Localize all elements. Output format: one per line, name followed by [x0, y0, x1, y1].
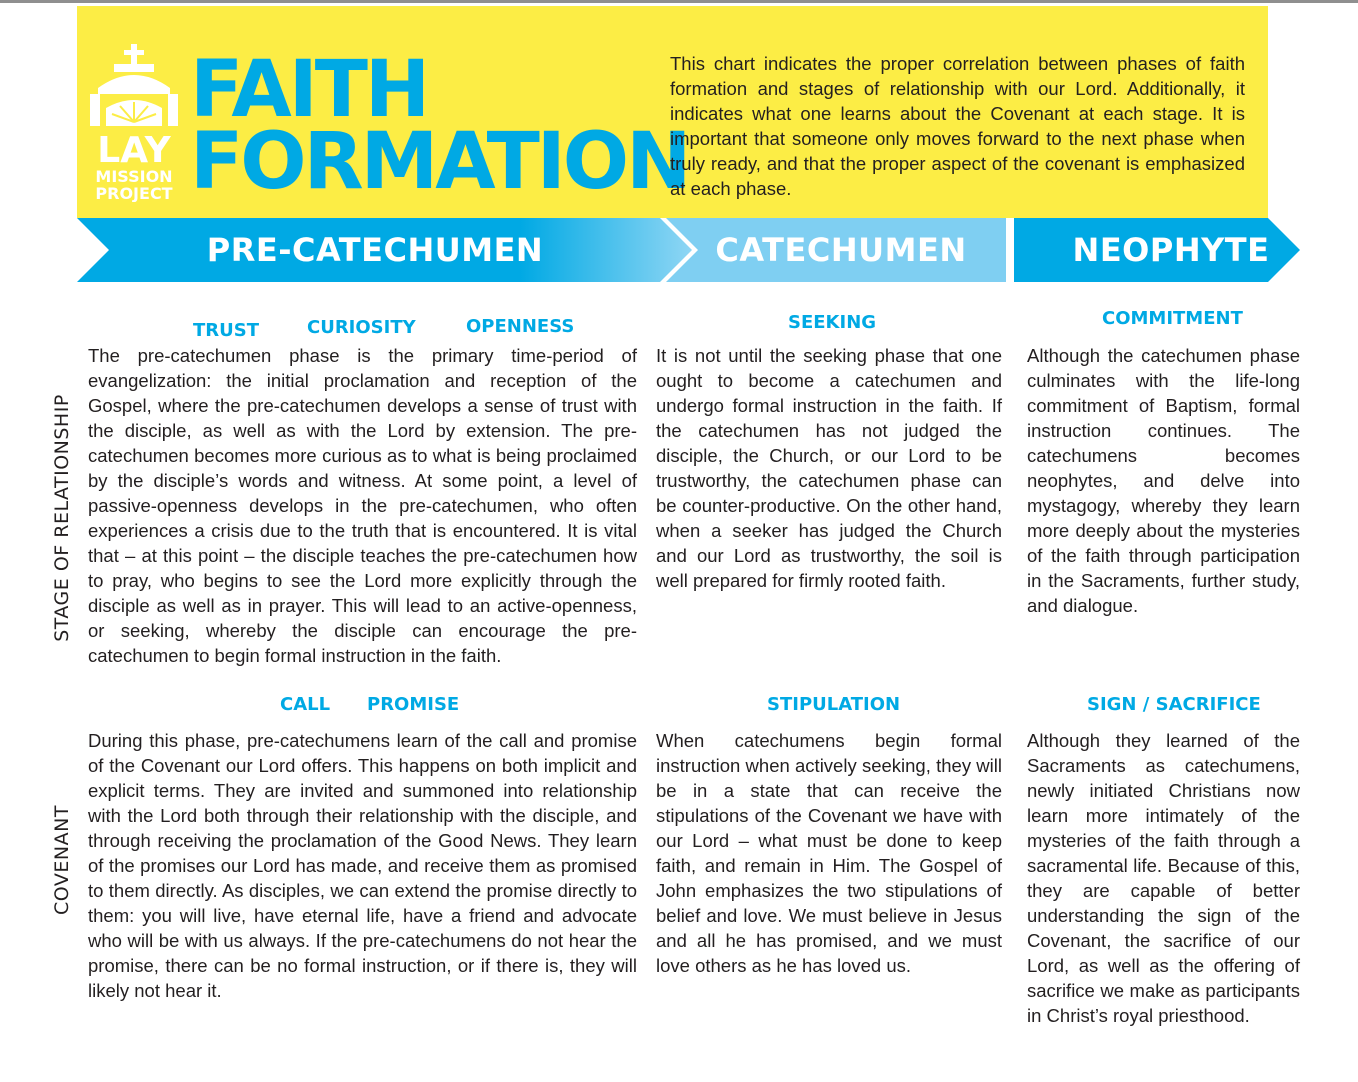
keyword-promise: PROMISE: [367, 694, 460, 715]
covenant-catechumen-text: When catechumens begin formal instruction when actively seeking, they will be in a state that can receive the stipulations of the Covenant we have with our Lord – what must be done to keep faith, and remain in Him. The Gospel of John emphasizes the two stipulations of belief and love. We must believe in Jesus and all he has promised, and we must love others as he has loved us.: [656, 730, 1002, 976]
logo-line2: PROJECT: [95, 184, 173, 202]
stage-of-relationship-label: STAGE OF RELATIONSHIP: [51, 394, 73, 642]
relationship-catechumen-text: It is not until the seeking phase that one ought to become a catechumen and undergo formal instruction in the faith. If the catechumen has not judged the disciple, the Church, or our Lord to be trustworthy, the catechumen phase can be counter-productive. On the other hand, when a seeker has judged the Church and our Lord as trustworthy, the soil is well prepared for firmly rooted faith.: [656, 345, 1002, 591]
top-rule: [0, 0, 1358, 3]
logo-line1: MISSION: [95, 167, 173, 186]
keyword-openness: OPENNESS: [466, 316, 575, 337]
covenant-label: COVENANT: [51, 805, 73, 915]
page-title: [190, 45, 689, 207]
relationship-pre-catechumen-text: The pre-catechumen phase is the primary time-period of evangelization: the initial proclamation and reception of the Gospel, where the pre-catechumen develops a sense of trust with the disciple, as well as with the Lord by extension. The pre-catechumen becomes more curious as to what is being proclaimed by the disciple’s words and witness. At some point, a level of passive-openness develops in the pre-catechumen, who often experiences a crisis due to the truth that is encountered. It is vital that – at this point – the disciple teaches the pre-catechumen how to pray, who begins to see the Lord more explicitly through the disciple as well as in prayer. This will lead to an active-openness, or seeking, whereby the disciple can encourage the pre-catechumen to begin formal instruction in the faith.: [88, 345, 637, 666]
keyword-curiosity: CURIOSITY: [307, 317, 416, 338]
covenant-pre-catechumen-text: During this phase, pre-catechumens learn of the call and promise of the Covenant our Lord offers. This happens on both implicit and explicit terms. They are invited and summoned into relationship with the Lord both through their relationship with the disciple, and through receiving the proclamation of the Good News. They learn of the promises our Lord has made, and receive them as promised to them directly. As disciples, we can extend the promise directly to them: you will live, have eternal life, have a friend and advocate who will be with us always. If the pre-catechumens do not hear the promise, there can be no formal instruction, or if there is, they will likely not hear it.: [88, 730, 637, 1001]
phase-catechumen: CATECHUMEN: [715, 231, 967, 269]
intro-text: This chart indicates the proper correlation between phases of faith formation and stages of relationship with our Lord. Additionally, it indicates what one learns about the Covenant at each stage. It is important that someone only moves forward to the next phase when truly ready, and that the proper aspect of the covenant is emphasized at each phase.: [670, 53, 1245, 199]
title-line-1: FAITH: [190, 45, 428, 135]
phase-pre-catechumen: PRE-CATECHUMEN: [206, 231, 544, 269]
logo-word: LAY: [97, 130, 171, 171]
keyword-stipulation: STIPULATION: [767, 694, 901, 715]
keyword-seeking: SEEKING: [788, 312, 877, 333]
keyword-trust: TRUST: [193, 320, 259, 341]
relationship-neophyte-text: Although the catechumen phase culminates with the life-long commitment of Baptism, formal instruction continues. The catechumens becomes neophytes, and delve into mystagogy, whereby they learn more deeply about the mysteries of the faith through participation in the Sacraments, further study, and dialogue.: [1027, 345, 1300, 616]
keyword-commitment: COMMITMENT: [1102, 308, 1243, 329]
phase-neophyte: NEOPHYTE: [1072, 231, 1270, 269]
covenant-neophyte-text: Although they learned of the Sacraments as catechumens, newly initiated Christians now learn more intimately of the mysteries of the faith through a sacramental life. Because of this, they are capable of better understanding the sign of the Covenant, the sacrifice of our Lord, as well as the offering of sacrifice we make as participants in Christ’s royal priesthood.: [1027, 730, 1300, 1026]
keyword-call: CALL: [280, 694, 331, 715]
title-line-2: FORMATION: [190, 117, 689, 207]
keyword-sign-sacrifice: SIGN / SACRIFICE: [1087, 694, 1261, 715]
lay-mission-project-logo: [84, 42, 184, 202]
